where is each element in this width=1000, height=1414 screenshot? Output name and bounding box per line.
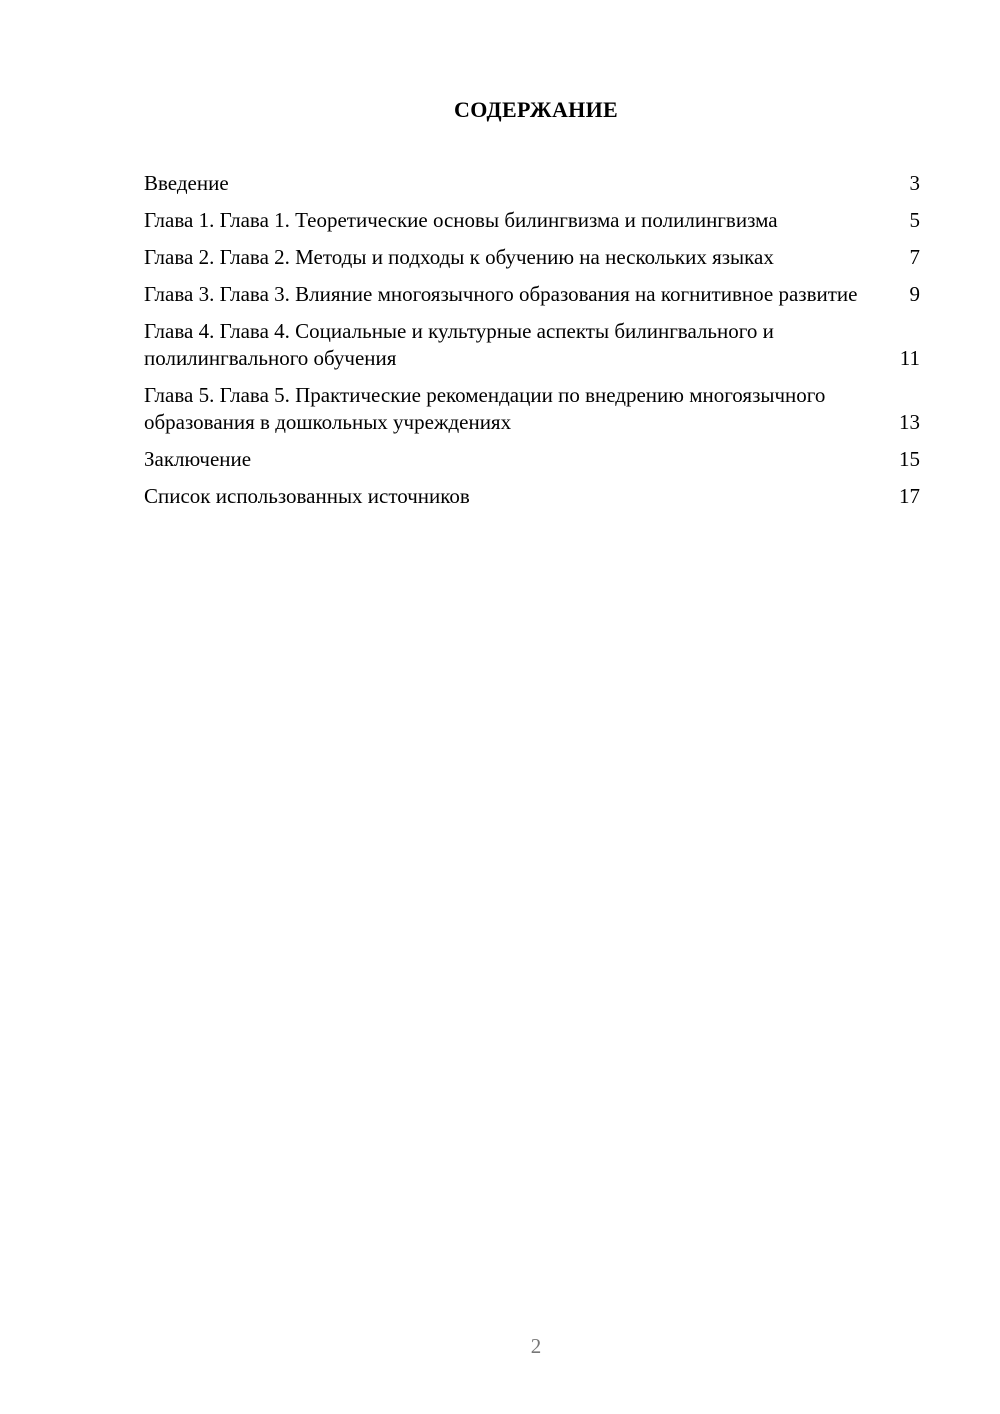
toc-entry-introduction <box>144 170 920 197</box>
toc-entry-page: 3 <box>909 171 920 195</box>
toc-entry-chapter-3 <box>144 281 920 308</box>
toc-entry-chapter-1 <box>144 207 920 234</box>
toc-entry-title: Глава 3. Глава 3. Влияние многоязычного образования на когнитивное развитие <box>144 282 858 306</box>
toc-entry-title: Глава 1. Глава 1. Теоретические основы билингвизма и полилингвизма <box>144 208 778 232</box>
table-of-contents <box>144 170 920 520</box>
toc-entry-chapter-4 <box>144 318 920 372</box>
toc-entry-page: 15 <box>899 447 920 471</box>
toc-entry-page: 5 <box>909 208 920 232</box>
toc-entry-page: 9 <box>909 282 920 306</box>
toc-entry-page: 17 <box>899 484 920 508</box>
toc-entry-title: Глава 5. Глава 5. Практические рекомендации по внедрению многоязычного образования в дошкольных учреждениях <box>144 383 826 434</box>
page-title: СОДЕРЖАНИЕ <box>454 97 618 122</box>
toc-entry-conclusion <box>144 446 920 473</box>
toc-entry-page: 11 <box>899 346 920 370</box>
toc-entry-page: 7 <box>909 245 920 269</box>
toc-entry-title: Глава 4. Глава 4. Социальные и культурные аспекты билингвального и полилингвального обучения <box>144 319 774 370</box>
toc-entry-title: Глава 2. Глава 2. Методы и подходы к обучению на нескольких языках <box>144 245 774 269</box>
toc-entry-page: 13 <box>899 410 920 434</box>
toc-entry-title: Список использованных источников <box>144 484 470 508</box>
page-number: 2 <box>530 1334 542 1358</box>
toc-entry-title: Введение <box>144 171 229 195</box>
toc-entry-chapter-2 <box>144 244 920 271</box>
toc-entry-chapter-5 <box>144 382 920 436</box>
toc-entry-title: Заключение <box>144 447 252 471</box>
toc-entry-references <box>144 483 920 510</box>
